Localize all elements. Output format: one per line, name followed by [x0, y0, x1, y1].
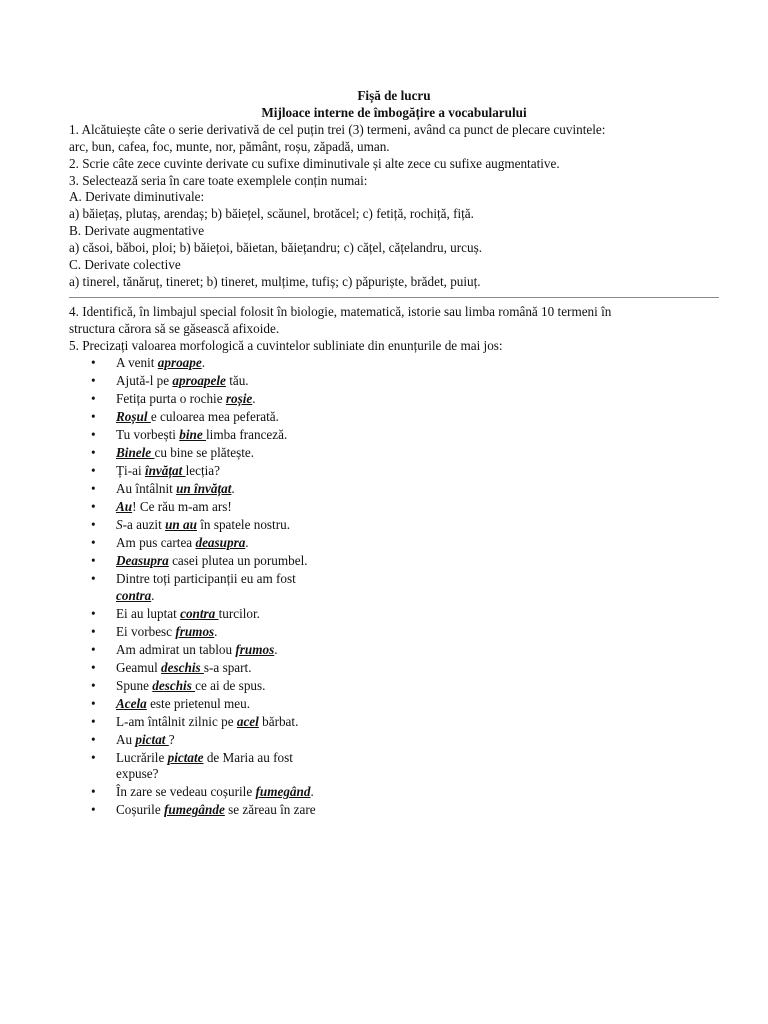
underlined-word: pictate — [167, 749, 204, 765]
task-3-b-heading: B. Derivate augmentative — [69, 223, 205, 239]
bullet-icon: • — [91, 784, 96, 800]
item-text: cu bine se plătește. — [154, 444, 255, 460]
item-text: Au întâlnit — [116, 480, 177, 496]
list-item — [69, 571, 719, 605]
list-item — [69, 802, 719, 819]
bullet-icon: • — [91, 713, 96, 729]
bullet-icon: • — [91, 372, 96, 388]
underlined-word: un au — [165, 516, 197, 532]
task-3-a-heading: A. Derivate diminutivale: — [69, 189, 205, 205]
item-text: este prietenul meu. — [146, 695, 251, 711]
list-item — [69, 606, 719, 623]
item-text: Lucrările — [116, 749, 168, 765]
item-text: expuse? — [116, 766, 159, 782]
item-text: Ei au luptat — [116, 605, 181, 621]
bullet-icon: • — [91, 659, 96, 675]
bullet-icon: • — [91, 749, 96, 765]
item-text: . — [310, 784, 314, 800]
bullet-icon: • — [91, 498, 96, 514]
underlined-word: contra — [116, 587, 152, 603]
item-text: Am admirat un tablou — [116, 641, 236, 657]
list-item — [69, 553, 719, 570]
underlined-word: contra — [180, 605, 219, 621]
item-text: A venit — [116, 354, 158, 370]
list-item — [69, 391, 719, 408]
item-text: lecția? — [185, 462, 221, 478]
item-text: . — [274, 641, 278, 657]
task-3-a-options: a) băiețaș, plutaș, arendaș; b) băiețel, scăunel, brotăcel; c) fetiță, rochiță, fiță. — [69, 206, 474, 222]
underlined-word: aproape — [157, 354, 202, 370]
list-item — [69, 355, 719, 372]
task-3-c-options: a) tinerel, tănăruț, tineret; b) tineret, mulțime, tufiș; c) păpuriște, brădet, puiuț. — [69, 273, 481, 289]
item-text: Am pus cartea — [116, 534, 196, 550]
bullet-icon: • — [91, 390, 96, 406]
item-text: s-a spart. — [203, 659, 252, 675]
item-italic-text: S — [116, 516, 123, 532]
page-subtitle: Mijloace interne de îmbogățire a vocabularului — [261, 104, 527, 120]
underlined-word: învățat — [144, 462, 186, 478]
item-text: . — [214, 623, 218, 639]
bullet-icon: • — [91, 623, 96, 639]
list-item — [69, 373, 719, 390]
bullet-icon: • — [91, 480, 96, 496]
item-text: se zăreau în zare — [224, 802, 316, 818]
bullet-icon: • — [91, 534, 96, 550]
list-item — [69, 535, 719, 552]
item-text: Ți-ai — [116, 462, 145, 478]
item-text: turcilor. — [218, 605, 260, 621]
task-3: 3. Selectează seria în care toate exemplele conțin numai: — [69, 172, 368, 188]
bullet-icon: • — [91, 641, 96, 657]
bullet-icon: • — [91, 408, 96, 424]
task-4-line-2: structura cărora să se găsească afixoide. — [69, 320, 280, 336]
item-text: bărbat. — [258, 713, 299, 729]
list-item — [69, 463, 719, 480]
sentence-list — [69, 355, 719, 820]
underlined-word: bine — [179, 426, 207, 442]
item-text: în spatele nostru. — [196, 516, 290, 532]
item-text: . — [231, 480, 235, 496]
item-text: e culoarea mea peferată. — [150, 408, 279, 424]
bullet-icon: • — [91, 426, 96, 442]
list-item — [69, 660, 719, 677]
underlined-word: roșie — [225, 390, 253, 406]
section-divider — [69, 297, 719, 298]
item-text: Spune — [116, 677, 153, 693]
underlined-word: Roșul — [116, 408, 151, 424]
list-item — [69, 784, 719, 801]
underlined-word: deasupra — [195, 534, 246, 550]
bullet-icon: • — [91, 462, 96, 478]
bullet-icon: • — [91, 695, 96, 711]
item-text: ? — [168, 731, 175, 747]
task-3-b-options: a) căsoi, băboi, ploi; b) băiețoi, băietan, băiețandru; c) cățel, cățelandru, urcuș. — [69, 240, 483, 256]
underlined-word: fumegânde — [164, 802, 225, 818]
list-item — [69, 678, 719, 695]
item-text: Ajută-l pe — [116, 372, 173, 388]
bullet-icon: • — [91, 570, 96, 586]
item-text: Geamul — [116, 659, 162, 675]
item-text: . — [201, 354, 206, 370]
underlined-word: Binele — [116, 444, 155, 460]
list-item — [69, 624, 719, 641]
item-text: . — [245, 534, 249, 550]
item-text: L-am întâlnit zilnic pe — [116, 713, 237, 729]
underlined-word: Au — [116, 498, 133, 514]
item-text: ! Ce rău m-am ars! — [132, 498, 232, 514]
bullet-icon: • — [91, 552, 96, 568]
list-item — [69, 696, 719, 713]
item-text: limba franceză. — [206, 426, 288, 442]
item-text: În zare se vedeau coșurile — [116, 784, 256, 800]
item-text: ce ai de spus. — [195, 677, 266, 693]
underlined-word: frumos — [175, 623, 215, 639]
task-1-line-1: 1. Alcătuiește câte o serie derivativă de cel puțin trei (3) termeni, având ca punct de plecare cuvintele: — [69, 121, 606, 137]
underlined-word: un învățat — [176, 480, 232, 496]
task-3-c-heading: C. Derivate colective — [69, 257, 181, 273]
bullet-icon: • — [91, 802, 96, 818]
list-item — [69, 481, 719, 498]
item-text: . — [151, 587, 155, 603]
list-item — [69, 445, 719, 462]
item-text: Fetița purta o rochie — [116, 390, 226, 406]
underlined-word: fumegând — [255, 784, 311, 800]
bullet-icon: • — [91, 677, 96, 693]
underlined-word: frumos — [235, 641, 275, 657]
bullet-icon: • — [91, 444, 96, 460]
list-item — [69, 642, 719, 659]
bullet-icon: • — [91, 605, 96, 621]
page-title: Fișă de lucru — [357, 88, 431, 103]
bullet-icon: • — [91, 516, 96, 532]
item-text: Tu vorbești — [116, 426, 180, 442]
underlined-word: aproapele — [172, 372, 226, 388]
task-1-line-2: arc, bun, cafea, foc, munte, nor, pământ, roșu, zăpadă, uman. — [69, 138, 390, 154]
list-item — [69, 732, 719, 749]
task-2: 2. Scrie câte zece cuvinte derivate cu sufixe diminutivale și alte zece cu sufixe augmentative. — [69, 155, 560, 171]
item-text: casei plutea un porumbel. — [168, 552, 308, 568]
item-text: Coșurile — [116, 802, 164, 818]
task-4-line-1: 4. Identifică, în limbajul special folosit în biologie, matematică, istorie sau limba română 10 termeni în — [69, 303, 612, 319]
worksheet — [69, 88, 719, 820]
list-item — [69, 409, 719, 426]
list-item — [69, 714, 719, 731]
task-5: 5. Precizați valoarea morfologică a cuvintelor subliniate din enunțurile de mai jos: — [69, 337, 503, 353]
item-text: tău. — [225, 372, 249, 388]
item-text: de Maria au fost — [203, 749, 293, 765]
item-text: Ei vorbesc — [116, 623, 176, 639]
underlined-word: deschis — [161, 659, 204, 675]
list-item — [69, 427, 719, 444]
item-text: Dintre toți participanții eu am fost — [116, 570, 296, 586]
bullet-icon: • — [91, 354, 96, 370]
item-text: -a auzit — [122, 516, 166, 532]
underlined-word: Acela — [116, 695, 147, 711]
item-text: . — [252, 390, 256, 406]
list-item — [69, 517, 719, 534]
underlined-word: acel — [236, 713, 259, 729]
item-text: Au — [116, 731, 136, 747]
underlined-word: deschis — [152, 677, 196, 693]
bullet-icon: • — [91, 731, 96, 747]
underlined-word: pictat — [135, 731, 169, 747]
list-item — [69, 499, 719, 516]
list-item — [69, 750, 719, 784]
underlined-word: Deasupra — [116, 552, 169, 568]
